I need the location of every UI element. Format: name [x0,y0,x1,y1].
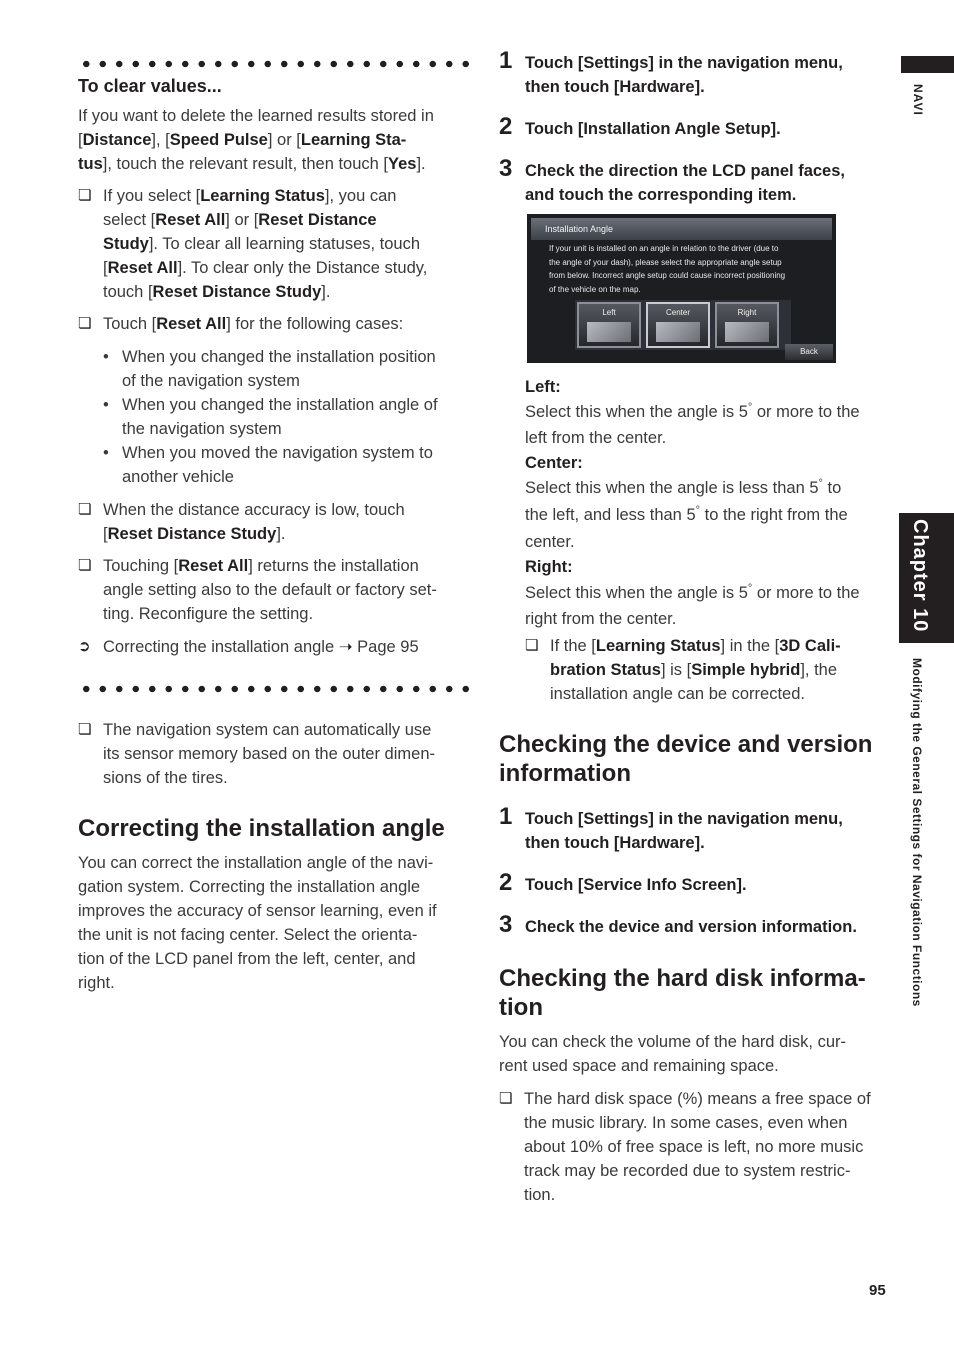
text-line: the unit is not facing center. Select the orienta- [78,926,418,944]
text-line: Touch [Service Info Screen]. [525,876,747,894]
text-line: If you want to delete the learned results stored in [78,107,434,125]
note-reset-all-cases [78,312,493,336]
note-checkbox-icon: ❏ [78,721,92,738]
text-part: the left, and less than 5 [525,506,696,524]
text-part: Select this when the angle is less than 5 [525,479,819,497]
clear-values-paragraph [78,104,470,176]
note-checkbox-icon: ❏ [78,557,92,574]
step-number: 3 [499,911,513,938]
step-text [525,117,895,141]
text-line: The navigation system can automatically use [103,721,432,739]
step-text [525,51,895,99]
note-reset-all-returns [78,554,493,626]
text-line: another vehicle [122,468,234,486]
dotted-separator [78,60,470,68]
step-number: 1 [499,803,513,830]
text-part: or more to the [752,584,860,602]
text-line: When you moved the navigation system to [122,444,433,462]
text-line: [Reset All]. To clear only the Distance study, [103,259,428,277]
note-calibration-status [525,634,910,706]
note-checkbox-icon: ❏ [499,1090,513,1107]
reference-arrow-icon: ➲ [78,638,91,655]
text-line: If your unit is installed on an angle in relation to the driver (due to [549,244,779,253]
text-part: or more to the [752,403,860,421]
left-option-description [525,399,895,451]
text-line: the music library. In some cases, even when [524,1114,848,1132]
step-number: 2 [499,869,513,896]
text-line: angle setting also to the default or factory set- [103,581,437,599]
text-line: its sensor memory based on the outer dimen- [103,745,435,763]
step-number: 2 [499,113,513,140]
step-text [525,159,895,207]
reference-page: Page 95 [357,638,419,656]
heading-line: tion [499,994,543,1021]
text-line: Check the device and version information. [525,918,857,936]
screen-message [549,242,819,296]
section-heading-device-version [499,730,872,788]
degree-symbol: ° [818,477,823,490]
chapter-section-title: Modifying the General Settings for Navigation Functions [910,658,924,1007]
bullet-dot-icon: • [103,396,109,414]
section-heading-hard-disk [499,964,866,1022]
text-line: right. [78,974,115,992]
text-line: Touch [Settings] in the navigation menu, [525,54,843,72]
text-line: rent used space and remaining space. [499,1057,779,1075]
installation-angle-screenshot [527,214,836,363]
text-line: improves the accuracy of sensor learning, even if [78,902,437,920]
text-line: When you changed the installation angle of [122,396,438,414]
note-checkbox-icon: ❏ [78,501,92,518]
heading-line: Checking the device and version [499,731,873,758]
note-learning-status [78,184,493,304]
heading-line: information [499,760,631,787]
text-line: then touch [Hardware]. [525,834,705,852]
section-heading-correcting-angle: Correcting the installation angle [78,815,445,842]
text-line: When you changed the installation position [122,348,436,366]
text-line: If you select [Learning Status], you can [103,187,397,205]
panel-center-image [656,322,700,342]
navi-tab-bar [901,56,954,73]
text-line: the navigation system [122,420,282,438]
degree-symbol: ° [695,504,701,517]
heading-line: Checking the hard disk informa- [499,965,866,992]
degree-symbol: ° [747,401,753,414]
text-line [525,502,895,529]
text-line: Check the direction the LCD panel faces, [525,162,845,180]
text-line: right from the center. [525,610,677,628]
note-checkbox-icon: ❏ [525,637,539,654]
text-line: the angle of your dash), please select the appropriate angle setup [549,257,782,267]
text-line: center. [525,533,575,551]
text-line: When the distance accuracy is low, touch [103,501,405,519]
page-number: 95 [869,1282,886,1299]
text-line: Touch [Settings] in the navigation menu, [525,810,843,828]
dotted-separator [78,685,470,693]
text-part: to [822,479,842,497]
screen-title: Installation Angle [531,218,832,240]
right-option-description [525,580,895,632]
text-line: tion of the LCD panel from the left, center, and [78,950,416,968]
text-line: about 10% of free space is left, no more music [524,1138,864,1156]
note-tire-sensor [78,718,493,790]
button-label: Center [665,308,690,317]
button-label: Right [737,308,757,317]
text-line: from below. Incorrect angle setup could cause incorrect positioning [549,271,786,280]
correcting-angle-paragraph [78,851,470,995]
text-line: sions of the tires. [103,769,228,787]
text-line: gation system. Correcting the installation angle [78,878,421,896]
center-option-label: Center: [525,454,583,472]
text-line: tion. [524,1186,556,1204]
text-part: to the right from the [700,506,848,524]
navi-label: NAVI [911,84,925,116]
note-checkbox-icon: ❏ [78,187,92,204]
bullet-dot-icon: • [103,348,109,366]
text-line: left from the center. [525,429,667,447]
back-button[interactable]: Back [785,344,833,360]
note-distance-accuracy [78,498,493,546]
text-line [525,399,895,425]
chapter-label: Chapter 10 [909,519,931,633]
text-line [525,475,895,502]
angle-left-button[interactable] [577,302,641,348]
text-line: Touch [Installation Angle Setup]. [525,120,781,138]
step-text [525,807,895,855]
text-part: Select this when the angle is 5 [525,403,748,421]
text-line: select [Reset All] or [Reset Distance [103,211,377,229]
angle-right-button[interactable] [715,302,779,348]
to-clear-values-heading: To clear values... [78,76,222,96]
step-text [525,873,895,897]
text-line: Touch [Reset All] for the following cases: [103,315,404,333]
text-line: If the [Learning Status] in the [3D Cali- [550,637,841,655]
bullet-item [103,441,487,489]
text-line: and touch the corresponding item. [525,186,797,204]
text-line: then touch [Hardware]. [525,78,705,96]
left-option-label: Left: [525,378,561,396]
center-option-description [525,475,895,556]
text-line: ting. Reconfigure the setting. [103,605,314,623]
panel-right-image [725,322,769,342]
angle-center-button[interactable] [646,302,710,348]
cross-reference[interactable] [78,635,493,659]
bullet-item [103,345,487,393]
step-number: 3 [499,155,513,182]
text-line: You can correct the installation angle of the navi- [78,854,434,872]
button-label: Left [602,308,616,317]
note-checkbox-icon: ❏ [78,315,92,332]
step-text [525,915,895,939]
right-option-label: Right: [525,558,573,576]
text-line: of the vehicle on the map. [549,284,641,294]
text-line: [Reset Distance Study]. [103,525,286,543]
text-line: touch [Reset Distance Study]. [103,283,331,301]
text-line: of the navigation system [122,372,300,390]
bullet-item [103,393,487,441]
text-line: Study]. To clear all learning statuses, touch [103,235,421,253]
text-line: track may be recorded due to system restric- [524,1162,851,1180]
note-hard-disk-space [499,1087,914,1207]
reference-text: Correcting the installation angle [103,638,335,656]
text-line: tus], touch the relevant result, then touch [Yes]. [78,155,426,173]
bullet-dot-icon: • [103,444,109,462]
text-line [525,580,895,606]
text-line: installation angle can be corrected. [550,685,805,703]
hard-disk-paragraph [499,1030,891,1078]
text-line: The hard disk space (%) means a free space of [524,1090,871,1108]
text-line: Touching [Reset All] returns the installation [103,557,419,575]
text-line: bration Status] is [Simple hybrid], the [550,661,838,679]
text-part: Select this when the angle is 5 [525,584,748,602]
panel-left-image [587,322,631,342]
text-line: [Distance], [Speed Pulse] or [Learning Sta- [78,131,407,149]
page-arrow-icon: ➝ [338,638,358,656]
text-line: You can check the volume of the hard disk, cur- [499,1033,846,1051]
step-number: 1 [499,47,513,74]
degree-symbol: ° [747,582,753,595]
